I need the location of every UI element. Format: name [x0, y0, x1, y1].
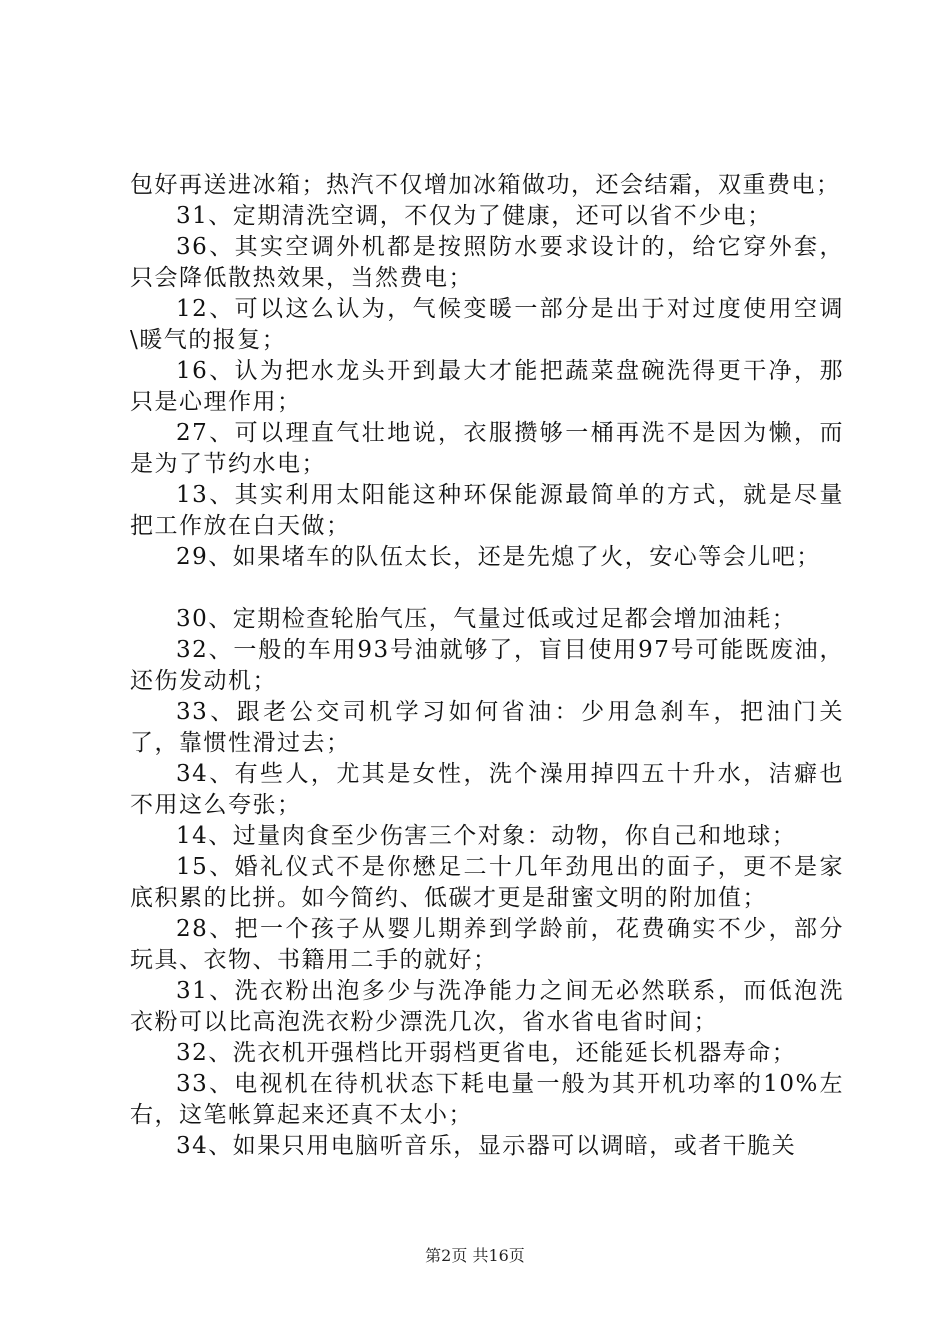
paragraph: 31、定期清洗空调，不仅为了健康，还可以省不少电； — [176, 203, 772, 229]
paragraph: 12、可以这么认为，气候变暖一部分是出于对过度使用空调\暖气的报复； — [130, 296, 844, 353]
paragraph: 33、电视机在待机状态下耗电量一般为其开机功率的10%左右，这笔帐算起来还真不太小； — [130, 1071, 844, 1128]
paragraph: 32、洗衣机开强档比开弱档更省电，还能延长机器寿命； — [176, 1040, 797, 1066]
paragraph: 13、其实利用太阳能这种环保能源最简单的方式，就是尽量把工作放在白天做； — [130, 482, 844, 539]
paragraph-gap — [130, 573, 844, 604]
paragraph: 30、定期检查轮胎气压，气量过低或过足都会增加油耗； — [176, 606, 797, 632]
paragraph: 29、如果堵车的队伍太长，还是先熄了火，安心等会儿吧； — [176, 544, 821, 570]
paragraph: 14、过量肉食至少伤害三个对象：动物，你自己和地球； — [176, 823, 797, 849]
paragraph: 34、如果只用电脑听音乐，显示器可以调暗，或者干脆关 — [176, 1133, 797, 1159]
document-body — [130, 170, 844, 1162]
page-footer: 第2页 共16页 — [425, 1246, 525, 1265]
paragraph: 15、婚礼仪式不是你懋足二十几年劲甩出的面子，更不是家底积累的比拼。如今简约、低碳才更是甜蜜文明的附加值； — [130, 854, 844, 911]
paragraph: 16、认为把水龙头开到最大才能把蔬菜盘碗洗得更干净，那只是心理作用； — [130, 358, 844, 415]
paragraph: 27、可以理直气壮地说，衣服攒够一桶再洗不是因为懒，而是为了节约水电； — [130, 420, 844, 477]
paragraph: 33、跟老公交司机学习如何省油：少用急刹车，把油门关了，靠惯性滑过去； — [130, 699, 844, 756]
paragraph: 32、一般的车用93号油就够了，盲目使用97号可能既废油，还伤发动机； — [130, 637, 844, 694]
paragraph: 34、有些人，尤其是女性，洗个澡用掉四五十升水，洁癖也不用这么夸张； — [130, 761, 844, 818]
paragraph: 28、把一个孩子从婴儿期养到学龄前，花费确实不少，部分玩具、衣物、书籍用二手的就好； — [130, 916, 844, 973]
paragraph: 31、洗衣粉出泡多少与洗净能力之间无必然联系，而低泡洗衣粉可以比高泡洗衣粉少漂洗几次，省水省电省时间； — [130, 978, 844, 1035]
paragraph: 包好再送进冰箱；热汽不仅增加冰箱做功，还会结霜，双重费电； — [130, 172, 841, 198]
paragraph: 36、其实空调外机都是按照防水要求设计的，给它穿外套，只会降低散热效果，当然费电； — [130, 234, 844, 291]
